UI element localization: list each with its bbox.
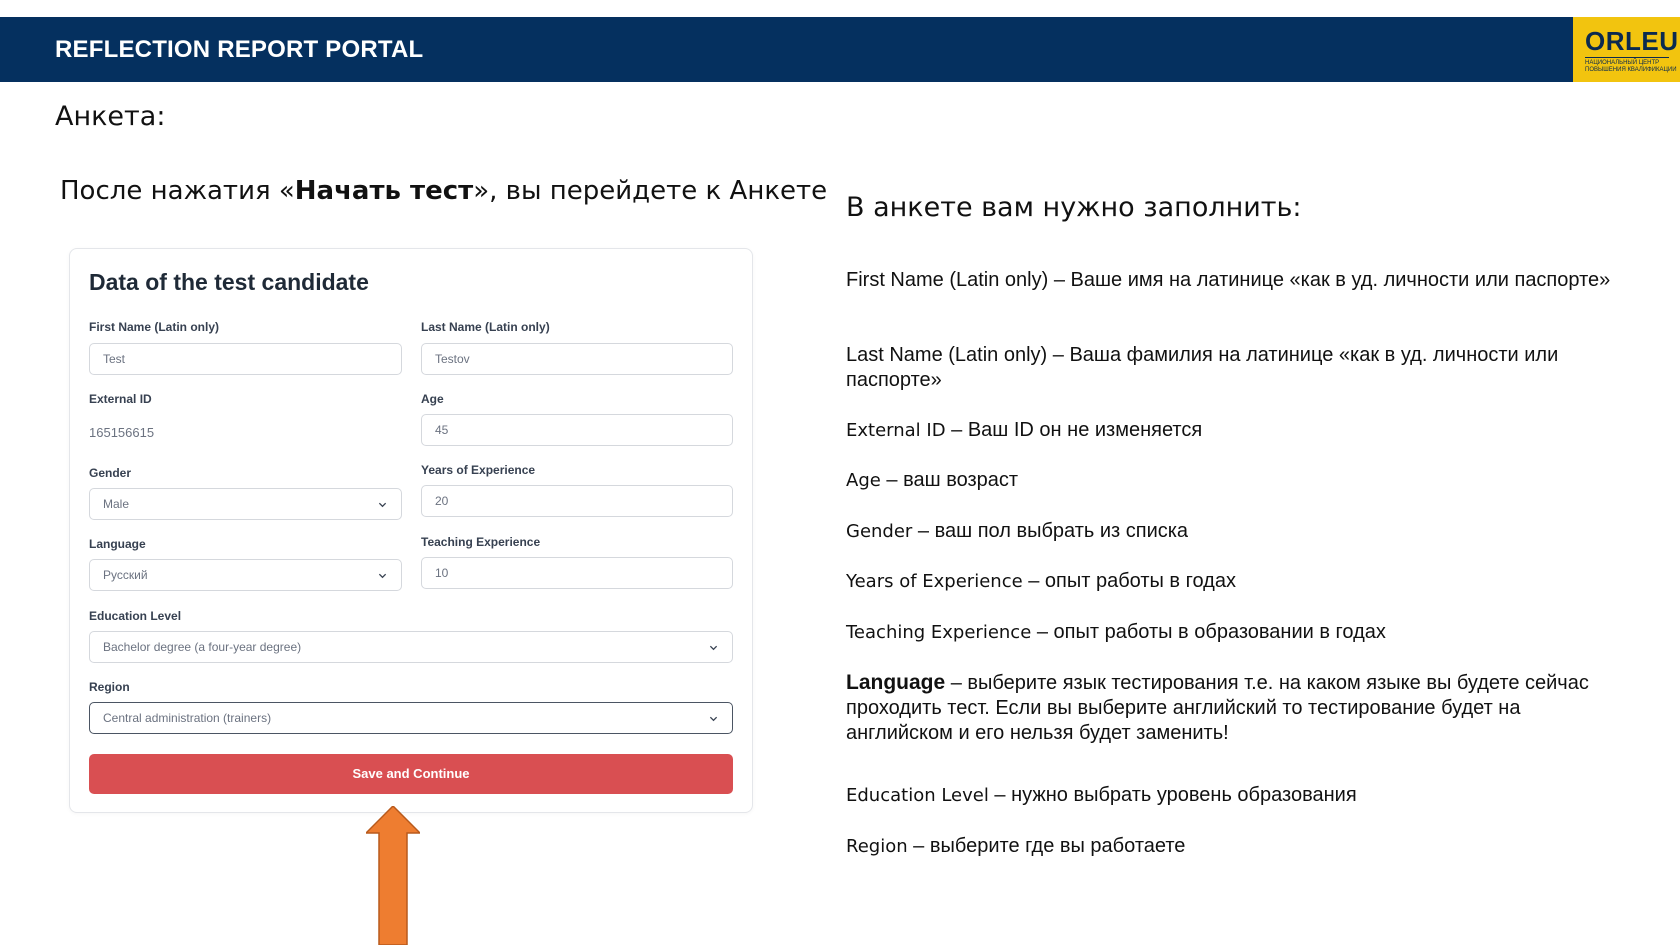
- education-level-label: Education Level: [89, 609, 182, 623]
- instruction-term: Gender: [846, 521, 913, 542]
- external-id-value: 165156615: [89, 425, 155, 440]
- instruction-text: – опыт работы в годах: [1022, 570, 1236, 592]
- chevron-down-icon: [378, 571, 387, 580]
- instruction-term: Last Name (Latin only): [846, 344, 1048, 366]
- language-label: Language: [89, 537, 146, 551]
- save-and-continue-button[interactable]: Save and Continue: [89, 754, 733, 794]
- instruction-text: – Ваш ID он не изменяется: [945, 419, 1203, 441]
- age-input[interactable]: [421, 414, 733, 446]
- chevron-down-icon: [709, 643, 718, 652]
- language-value: Русский: [103, 568, 148, 582]
- gender-label: Gender: [89, 466, 132, 480]
- instruction-text: – нужно выбрать уровень образования: [988, 784, 1357, 806]
- instruction-item: [846, 569, 1626, 594]
- instruction-item: [846, 418, 1626, 443]
- instruction-text: – ваш пол выбрать из списка: [912, 520, 1189, 542]
- page-heading: Анкета:: [55, 101, 166, 132]
- instruction-item: [846, 468, 1626, 493]
- years-experience-label: Years of Experience: [421, 463, 536, 477]
- chevron-down-icon: [709, 714, 718, 723]
- first-name-input[interactable]: [89, 343, 402, 375]
- header-bar: [0, 17, 1680, 82]
- instruction-item: [846, 834, 1626, 859]
- instruction-term: First Name (Latin only): [846, 269, 1049, 291]
- instruction-term: Region: [846, 836, 908, 857]
- instruction-text: – Ваша фамилия на латинице «как в уд. личности или паспорте»: [846, 344, 1559, 391]
- instruction-term: External ID: [846, 420, 946, 441]
- instruction-item: [846, 620, 1626, 645]
- language-select[interactable]: [89, 559, 402, 591]
- intro-bold: Начать тест: [294, 176, 474, 206]
- instruction-item: [846, 519, 1626, 544]
- years-experience-input[interactable]: [421, 485, 733, 517]
- education-level-value: Bachelor degree (a four-year degree): [103, 640, 302, 654]
- chevron-down-icon: [378, 500, 387, 509]
- teaching-experience-input[interactable]: [421, 557, 733, 589]
- logo-subtitle-1: НАЦИОНАЛЬНЫЙ ЦЕНТР: [1585, 60, 1660, 66]
- portal-title: REFLECTION REPORT PORTAL: [55, 36, 424, 63]
- last-name-input[interactable]: [421, 343, 733, 375]
- logo-mark: ORLEU: [1585, 26, 1679, 56]
- teaching-experience-label: Teaching Experience: [421, 535, 541, 549]
- instruction-text: – опыт работы в образовании в годах: [1031, 621, 1386, 643]
- intro-text: [60, 176, 827, 206]
- instruction-text: – Ваше имя на латинице «как в уд. личности или паспорте»: [1048, 269, 1611, 291]
- form-title: Data of the test candidate: [89, 269, 369, 295]
- age-label: Age: [421, 392, 444, 406]
- last-name-label: Last Name (Latin only): [421, 320, 550, 334]
- external-id-label: External ID: [89, 392, 152, 406]
- instruction-item: [846, 783, 1626, 808]
- region-value: Central administration (trainers): [103, 711, 272, 725]
- gender-select[interactable]: [89, 488, 402, 520]
- instruction-text: – ваш возраст: [880, 469, 1019, 491]
- instructions-heading: В анкете вам нужно заполнить:: [846, 192, 1302, 223]
- gender-value: Male: [103, 497, 130, 511]
- region-label: Region: [89, 680, 130, 694]
- instruction-term: Teaching Experience: [846, 622, 1032, 643]
- instruction-text: – выберите язык тестирования т.е. на каком языке вы будете сейчас проходить тест. Если вы выберите английский то тестирование будет на английском и его нельзя будет заменить!: [846, 672, 1589, 744]
- instruction-term: Years of Experience: [846, 571, 1023, 592]
- instruction-term: Language: [846, 671, 946, 694]
- instruction-item: [846, 268, 1626, 293]
- logo-divider: [1585, 57, 1669, 58]
- intro-before: После нажатия «: [60, 176, 295, 206]
- education-level-select[interactable]: [89, 631, 733, 663]
- orleu-logo: [1573, 17, 1680, 82]
- region-select[interactable]: [89, 702, 733, 734]
- instruction-item: [846, 343, 1626, 393]
- instruction-item: [846, 670, 1626, 746]
- instruction-term: Education Level: [846, 785, 989, 806]
- logo-subtitle-2: ПОВЫШЕНИЯ КВАЛИФИКАЦИИ: [1585, 67, 1677, 73]
- instruction-text: – выберите где вы работаете: [907, 835, 1186, 857]
- instruction-term: Age: [846, 470, 881, 491]
- intro-after: », вы перейдете к Анкете: [473, 176, 828, 206]
- first-name-label: First Name (Latin only): [89, 320, 220, 334]
- arrow-up-icon: [366, 806, 420, 945]
